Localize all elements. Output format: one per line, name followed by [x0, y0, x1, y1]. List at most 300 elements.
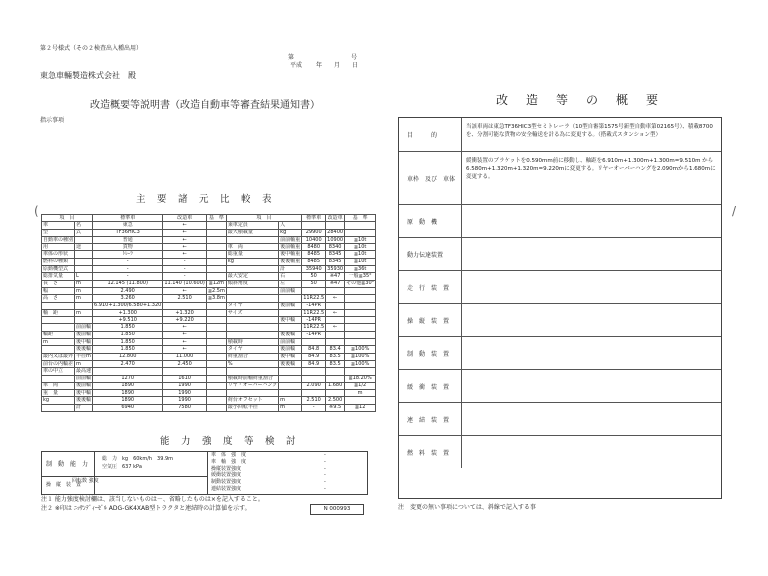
spec-cell: 貨物: [93, 244, 163, 251]
overview-row: [399, 271, 721, 304]
spec-cell: 8485: [302, 251, 326, 258]
spec-row: [42, 375, 376, 382]
capacity-item-label: 制動装置強度: [211, 479, 242, 486]
date-day: 日: [352, 62, 359, 69]
spec-cell: 後後輪: [279, 360, 302, 367]
spec-cell: 前前輪: [76, 324, 92, 331]
note-2: 注２ ※印は ﾆｯｻﾝﾃﾞｨｰｾﾞﾙ ADG-GK4XAB型トラクタと連結時の計算値を示す。: [41, 505, 251, 512]
overview-row-content: [462, 205, 721, 237]
spec-cell: ※9.5: [326, 404, 345, 411]
date-era: 平成: [290, 62, 303, 69]
spec-cell: ←: [163, 251, 206, 258]
spec-cell: ←: [163, 331, 206, 338]
spec-row: [42, 404, 376, 411]
spec-row: [42, 339, 376, 346]
spec-cell: 1610: [163, 375, 206, 382]
overview-row-label: 操 縦 装 置: [399, 304, 462, 336]
spec-cell: [206, 222, 226, 229]
spec-cell: [279, 375, 302, 382]
spec-cell: [206, 317, 226, 324]
spec-cell: -: [163, 266, 206, 273]
spec-cell: 名: [75, 222, 93, 229]
date-year: 年: [316, 62, 323, 69]
overview-row-content: 緩衝装置のブラケットを0.590mm前に移動し、軸距を6.910m+1.300m+1.300m=9.510m から6.580m+1.320m+1.320m=9.220mに変更する。リヤーオーバーハングを2.090mから1.680mに変更する。: [466, 158, 716, 180]
spec-cell: 後中輪: [279, 317, 302, 324]
spec-cell: 荷重割合: [226, 353, 278, 360]
spec-row: [42, 324, 376, 331]
spec-cell: ≦3.8m: [207, 294, 225, 301]
spec-cell: ←: [163, 339, 206, 346]
spec-cell: 8345: [326, 258, 345, 265]
spec-cell: ≦10t: [345, 236, 376, 243]
spec-cell: 1.850: [93, 346, 163, 353]
spec-cell: タイヤ: [226, 346, 278, 353]
spec-cell: kg: [42, 397, 75, 404]
number-suffix: 号: [351, 54, 358, 61]
spec-header-row: [42, 215, 376, 222]
spec-cell: [163, 302, 206, 309]
spec-cell: [226, 287, 278, 294]
spec-header-cell: 改造車: [163, 215, 206, 222]
instructions-label: 指示事項: [40, 117, 65, 124]
overview-row: [399, 337, 721, 370]
spec-cell: [326, 375, 345, 382]
spec-header-cell: 項 目: [226, 215, 301, 222]
spec-row: [42, 266, 376, 273]
overview-row-label: 連 結 装 置: [399, 403, 462, 435]
spec-cell: [345, 229, 376, 236]
spec-cell: ≦10t: [345, 258, 376, 265]
capacity-item-value: -: [324, 486, 326, 492]
spec-row: [42, 309, 376, 316]
overview-row: [399, 304, 721, 337]
spec-cell: 一般≧35°: [345, 273, 376, 280]
spec-cell: 荷台オフセット: [226, 397, 278, 404]
spec-cell: [42, 404, 75, 411]
spec-cell: 後後輪: [76, 345, 92, 352]
spec-cell: 後中輪: [76, 338, 92, 345]
overview-row: [399, 403, 721, 436]
spec-cell: [206, 339, 226, 346]
spec-cell: 総重量: [226, 251, 278, 258]
spec-cell: 11.140 (10.600): [164, 280, 205, 287]
spec-cell: 2.450: [163, 360, 206, 367]
spec-cell: [206, 273, 226, 280]
braking-line-2: 空気圧 637 kPa: [102, 464, 142, 470]
number-label: 第: [288, 54, 295, 61]
spec-cell: 1270: [93, 375, 163, 382]
braking-line-1: 総 力 kg 60km/h 39.9m: [102, 456, 174, 462]
spec-cell: [279, 295, 302, 302]
spec-cell: 後前輪: [279, 346, 302, 353]
overview-row-content: [462, 337, 721, 369]
spec-cell: 人: [279, 222, 302, 229]
capacity-item-label: 連結装置強度: [211, 486, 242, 492]
spec-header-cell: 基 準: [345, 215, 376, 222]
braking-label: 制 動 能 力: [46, 461, 89, 468]
spec-cell: ←: [163, 236, 206, 243]
spec-cell: 傾斜角度: [226, 280, 278, 287]
spec-cell: m: [75, 360, 93, 367]
spec-cell: 3.260: [93, 295, 163, 302]
spec-cell: [206, 346, 226, 353]
spec-cell: [326, 317, 345, 324]
overview-row: [399, 238, 721, 271]
spec-cell: [326, 390, 345, 397]
spec-cell: 重 量: [42, 390, 75, 397]
spec-cell: ※47: [326, 273, 345, 280]
spec-cell: 84.8: [302, 346, 326, 353]
spec-cell: 総排気量: [42, 273, 75, 280]
spec-cell: [345, 368, 376, 375]
spec-cell: ←: [163, 324, 206, 331]
spec-cell: ←: [326, 295, 345, 302]
overview-row-content: [462, 436, 721, 468]
spec-cell: 10400: [302, 236, 326, 243]
spec-cell: +9.220: [163, 317, 206, 324]
spec-cell: 83.5: [326, 360, 345, 367]
spec-cell: [75, 266, 93, 273]
spec-cell: [206, 251, 226, 258]
spec-cell: 1890: [93, 397, 163, 404]
spec-cell: +1.300: [93, 309, 163, 316]
spec-cell: 乗車定員: [226, 222, 278, 229]
spec-row: [42, 397, 376, 404]
spec-cell: 2.090: [302, 382, 326, 389]
spec-cell: [345, 331, 376, 338]
spec-cell: 12.145 (11.800): [93, 280, 163, 287]
spec-cell: 50: [302, 280, 326, 287]
capacity-table: [41, 451, 368, 495]
spec-cell: kg: [279, 229, 302, 236]
spec-cell: ※47: [326, 280, 345, 287]
spec-cell: [206, 324, 226, 331]
spec-cell: [345, 222, 376, 229]
spec-cell: [345, 317, 376, 324]
spec-cell: [345, 339, 376, 346]
spec-row: [42, 251, 376, 258]
spec-cell: 8345: [326, 251, 345, 258]
spec-cell: [206, 353, 226, 360]
spec-cell: 型: [42, 229, 75, 236]
spec-cell: 最小回転半径: [226, 404, 278, 411]
overview-row: [399, 118, 721, 152]
spec-cell: 11R22.5: [303, 294, 325, 301]
spec-cell: [226, 368, 278, 375]
spec-cell: [345, 324, 376, 331]
spec-cell: 積載時: [226, 339, 278, 346]
spec-cell: 8480: [302, 244, 326, 251]
spec-cell: [345, 302, 376, 309]
spec-row: [42, 287, 376, 294]
spec-cell: [279, 368, 302, 375]
spec-cell: 東急: [93, 222, 163, 229]
spec-cell: 1.850: [93, 331, 163, 338]
spec-cell: 83.5: [326, 353, 345, 360]
spec-cell: [42, 375, 75, 382]
capacity-section-title: 能 力 強 度 等 検 討: [160, 436, 297, 447]
spec-cell: ←: [163, 346, 206, 353]
spec-cell: [302, 390, 326, 397]
spec-cell: 1.680: [326, 382, 345, 389]
spec-cell: 計: [279, 266, 302, 273]
capacity-item-label: 緩衝装置強度: [211, 472, 242, 479]
overview-row: [399, 436, 721, 468]
spec-cell: [302, 368, 326, 375]
spec-row: [42, 331, 376, 338]
spec-row: [42, 229, 376, 236]
capacity-item-value: -: [324, 452, 326, 458]
spec-cell: 前前輪: [76, 375, 92, 382]
capacity-item-label: 車 体 強 度: [211, 452, 247, 458]
binding-mark-right: /: [732, 204, 737, 218]
spec-cell: 1990: [163, 382, 206, 389]
spec-cell: 84.9: [302, 353, 326, 360]
spec-cell: ≦2.5m: [207, 287, 225, 294]
date-month: 月: [334, 62, 341, 69]
spec-cell: [345, 309, 376, 316]
spec-header-cell: 標準車: [302, 215, 326, 222]
spec-cell: 7580: [163, 404, 206, 411]
spec-cell: m: [279, 404, 302, 411]
capacity-item-value: -: [324, 479, 326, 486]
spec-cell: [302, 287, 326, 294]
spec-cell: [226, 317, 278, 324]
capacity-item-label: 車 軸 強 度: [211, 458, 247, 465]
spec-cell: [226, 390, 278, 397]
spec-cell: m: [42, 339, 75, 346]
overview-row: [399, 370, 721, 403]
spec-header-cell: 項 目: [42, 215, 93, 222]
spec-cell: 1.850: [93, 324, 163, 331]
spec-cell: -: [93, 266, 163, 273]
spec-cell: [226, 324, 278, 331]
spec-cell: 1990: [163, 397, 206, 404]
spec-cell: 2.490: [93, 287, 163, 294]
spec-cell: 普通: [93, 236, 163, 243]
spec-cell: 最大積載量: [226, 229, 278, 236]
spec-cell: ←: [163, 287, 206, 294]
spec-cell: [302, 375, 326, 382]
spec-cell: [93, 368, 163, 375]
overview-row: [399, 152, 721, 205]
overview-footnote: 注 変更の無い事項については、斜線で記入する事: [398, 504, 536, 511]
spec-cell: 84.9: [302, 360, 326, 367]
spec-cell: 燃料の種類: [42, 258, 75, 265]
spec-cell: [206, 244, 226, 251]
spec-cell: [206, 309, 226, 316]
spec-cell: 車 両: [226, 244, 278, 251]
spec-section-title: 主 要 諸 元 比 較 表: [136, 194, 273, 205]
spec-row: [42, 353, 376, 360]
spec-cell: 後前輪: [279, 302, 302, 309]
spec-cell: [326, 339, 345, 346]
spec-cell: [42, 317, 75, 324]
spec-row: [42, 390, 376, 397]
overview-table: [398, 117, 722, 499]
steering-label: 操 縦 装 置: [46, 482, 82, 488]
spec-row: [42, 280, 376, 287]
spec-cell: [206, 302, 226, 309]
spec-cell: 2.500: [326, 397, 345, 404]
spec-cell: 後前輪: [76, 382, 92, 389]
spec-cell: ≦12: [345, 404, 376, 411]
spec-comparison-table: [41, 214, 376, 412]
spec-cell: [42, 324, 75, 331]
spec-cell: ≦100%: [345, 353, 376, 360]
spec-cell: -: [93, 258, 163, 265]
spec-cell: その他≧30°: [346, 280, 375, 287]
spec-cell: -: [163, 273, 206, 280]
spec-cell: 11R22.5: [303, 309, 325, 316]
spec-cell: [279, 309, 302, 316]
spec-cell: 8340: [326, 244, 345, 251]
overview-row-content: [462, 271, 721, 303]
overview-row-content: 当該車両は東急TF36HIC3型セミトレーラ（10型自審第1575号新型自動車第02165号）、積載8700を、分割可能な貨物の安全輸送を計る為に変更する。（搭載式スタンション型）: [466, 124, 713, 138]
spec-cell: 後中輪: [279, 353, 302, 360]
spec-cell: m: [75, 280, 93, 287]
spec-cell: 半径m: [76, 353, 91, 360]
spec-cell: [302, 222, 326, 229]
spec-cell: +1.320: [163, 309, 206, 316]
spec-cell: 後後軸重: [280, 258, 301, 265]
spec-cell: 前前輪: [279, 339, 302, 346]
spec-row: [42, 368, 376, 375]
spec-cell: 2.470: [93, 360, 163, 367]
spec-row: [42, 244, 376, 251]
spec-row: [42, 273, 376, 280]
spec-cell: 前前軸重: [280, 236, 301, 243]
spec-cell: [42, 346, 75, 353]
spec-cell: 途: [75, 244, 93, 251]
spec-cell: 後前軸重: [280, 243, 301, 250]
spec-cell: [226, 266, 278, 273]
recipient: 東急車輛製造株式会社 殿: [40, 71, 136, 80]
spec-header-cell: 標準車: [93, 215, 163, 222]
spec-cell: ≦100%: [345, 346, 376, 353]
spec-cell: 1.850: [93, 339, 163, 346]
spec-cell: 8485: [302, 258, 326, 265]
spec-cell: 高 さ: [42, 295, 75, 302]
spec-cell: [206, 368, 226, 375]
spec-cell: [206, 360, 226, 367]
spec-cell: 29900: [302, 229, 326, 236]
spec-row: [42, 258, 376, 265]
spec-cell: m: [279, 397, 302, 404]
overview-row-label: 車枠 及び 車体: [399, 152, 462, 204]
spec-cell: 用: [42, 244, 75, 251]
spec-cell: [279, 390, 302, 397]
spec-cell: ←: [163, 222, 206, 229]
spec-cell: 最高速: [76, 367, 92, 374]
spec-cell: 2.510: [163, 295, 206, 302]
spec-cell: [75, 236, 93, 243]
spec-cell: [206, 236, 226, 243]
spec-cell: %: [226, 360, 278, 367]
spec-cell: [75, 302, 93, 309]
spec-cell: [206, 382, 226, 389]
spec-cell: ﾄﾚｰﾗ: [93, 251, 163, 258]
overview-row-label: 緩 衝 装 置: [399, 370, 462, 402]
spec-cell: m: [75, 309, 93, 316]
spec-cell: 50: [302, 273, 326, 280]
spec-cell: 1990: [163, 390, 206, 397]
capacity-item-value: -: [324, 458, 326, 465]
spec-cell: 車の中立: [42, 368, 75, 375]
spec-cell: [206, 397, 226, 404]
spec-cell: 前台の内輪差: [43, 360, 74, 367]
spec-cell: 原動機型式: [42, 266, 75, 273]
spec-cell: m: [345, 390, 376, 397]
capacity-item-value: -: [324, 472, 326, 479]
spec-cell: 10900: [327, 236, 344, 243]
spec-cell: [42, 302, 75, 309]
spec-cell: [206, 375, 226, 382]
spec-cell: kg: [226, 258, 278, 265]
spec-cell: [345, 397, 376, 404]
spec-cell: 右: [279, 273, 302, 280]
spec-row: [42, 236, 376, 243]
spec-cell: -: [163, 258, 206, 265]
spec-cell: [326, 331, 345, 338]
overview-row-label: 原 動 機: [399, 205, 462, 237]
steering-sub-label: 回転数 強度: [72, 478, 99, 484]
spec-cell: 計: [75, 404, 93, 411]
spec-cell: 車 両: [42, 382, 75, 389]
spec-cell: 積載時前軸荷重割合: [226, 375, 278, 382]
spec-row: [42, 295, 376, 302]
overview-row-content: [462, 370, 721, 402]
overview-row-label: 目 的: [399, 118, 462, 151]
spec-cell: 左: [279, 280, 302, 287]
spec-cell: [75, 317, 93, 324]
overview-row-label: 燃 料 装 置: [399, 436, 462, 468]
spec-cell: リヤ・オーバーハング: [227, 382, 278, 389]
spec-cell: 車: [42, 222, 75, 229]
spec-cell: [326, 302, 345, 309]
spec-cell: ≧18.20%: [345, 375, 376, 382]
spec-cell: [226, 295, 278, 302]
spec-cell: 軸 距: [42, 309, 75, 316]
spec-cell: 35940: [302, 266, 326, 273]
spec-row: [42, 302, 376, 309]
spec-cell: ≦10t: [345, 244, 376, 251]
spec-cell: m: [75, 295, 93, 302]
spec-cell: 式: [75, 229, 93, 236]
spec-cell: [206, 331, 226, 338]
overview-row-label: 走 行 装 置: [399, 271, 462, 303]
document-title: 改造概要等説明書（改造自動車等審査結果通知書）: [90, 100, 320, 111]
spec-cell: 車体の形状: [42, 251, 75, 258]
capacity-item-label: 操縦装置強度: [211, 465, 242, 472]
spec-row: [42, 222, 376, 229]
overview-row-content: [462, 238, 721, 270]
spec-header-cell: 改造車: [327, 214, 343, 221]
spec-cell: [345, 287, 376, 294]
spec-cell: 最内又は最外: [43, 353, 74, 360]
binding-mark-left: (: [34, 204, 39, 218]
spec-cell: 後前輪: [76, 331, 92, 338]
spec-cell: -14PR: [302, 331, 326, 338]
spec-cell: TF36HIC3: [93, 229, 163, 236]
overview-row-label: 動力伝達装置: [399, 238, 462, 270]
spec-cell: 6.910+1.300/6.580+1.320: [94, 302, 162, 309]
spec-cell: サイズ: [226, 309, 278, 316]
spec-cell: [302, 339, 326, 346]
spec-cell: [75, 251, 93, 258]
overview-row-content: [462, 304, 721, 336]
spec-cell: 83.4: [326, 346, 345, 353]
